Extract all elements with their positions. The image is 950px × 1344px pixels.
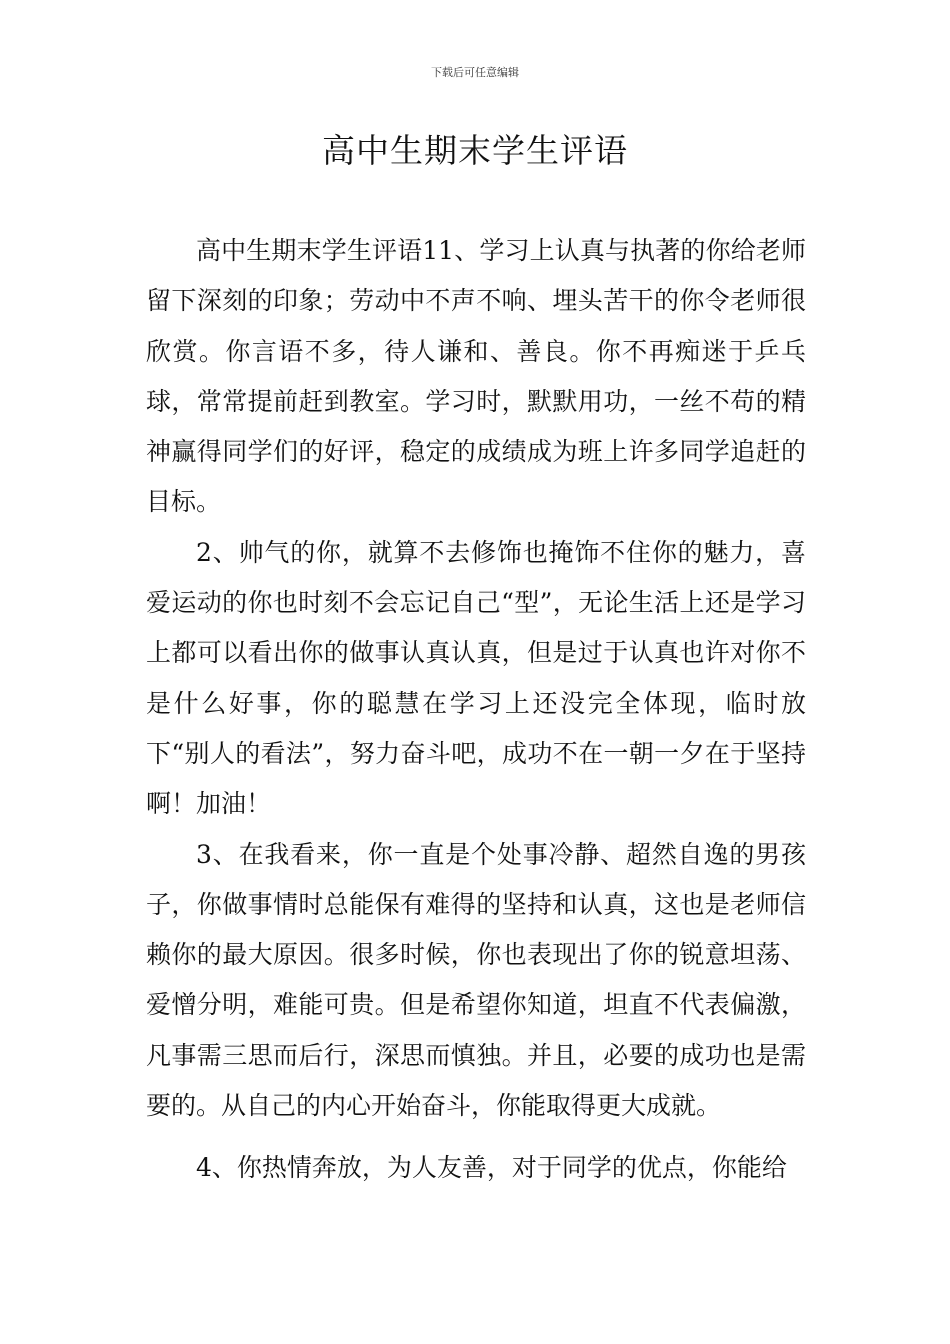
paragraph-4: 4、你热情奔放，为人友善，对于同学的优点，你能给 bbox=[196, 1153, 787, 1183]
header-note: 下载后可任意编辑 bbox=[431, 66, 519, 79]
document-body bbox=[146, 226, 806, 1194]
paragraph-3: 3、在我看来，你一直是个处事冷静、超然自逸的男孩子，你做事情时总能保有难得的坚持和认真，这也是老师信赖你的最大原因。很多时候，你也表现出了你的锐意坦荡、爱憎分明，难能可贵。但是希望你知道，坦直不代表偏激，凡事需三思而后行，深思而慎独。并且，必要的成功也是需要的。从自己的内心开始奋斗，你能取得更大成就。 bbox=[146, 839, 806, 1121]
paragraph-2: 2、帅气的你，就算不去修饰也掩饰不住你的魅力，喜爱运动的你也时刻不会忘记自己“型”，无论生活上还是学习上都可以看出你的做事认真认真，但是过于认真也许对你不是什么好事，你的聪慧在学习上还没完全体现，临时放下“别人的看法”，努力奋斗吧，成功不在一朝一夕在于坚持啊！加油！ bbox=[146, 537, 806, 819]
document-title: 高中生期末学生评语 bbox=[322, 131, 628, 170]
paragraph-1: 高中生期末学生评语11、学习上认真与执著的你给老师留下深刻的印象；劳动中不声不响、埋头苦干的你令老师很欣赏。你言语不多，待人谦和、善良。你不再痴迷于乒乓球，常常提前赶到教室。学习时，默默用功，一丝不苟的精神赢得同学们的好评，稳定的成绩成为班上许多同学追赶的目标。 bbox=[146, 236, 806, 517]
